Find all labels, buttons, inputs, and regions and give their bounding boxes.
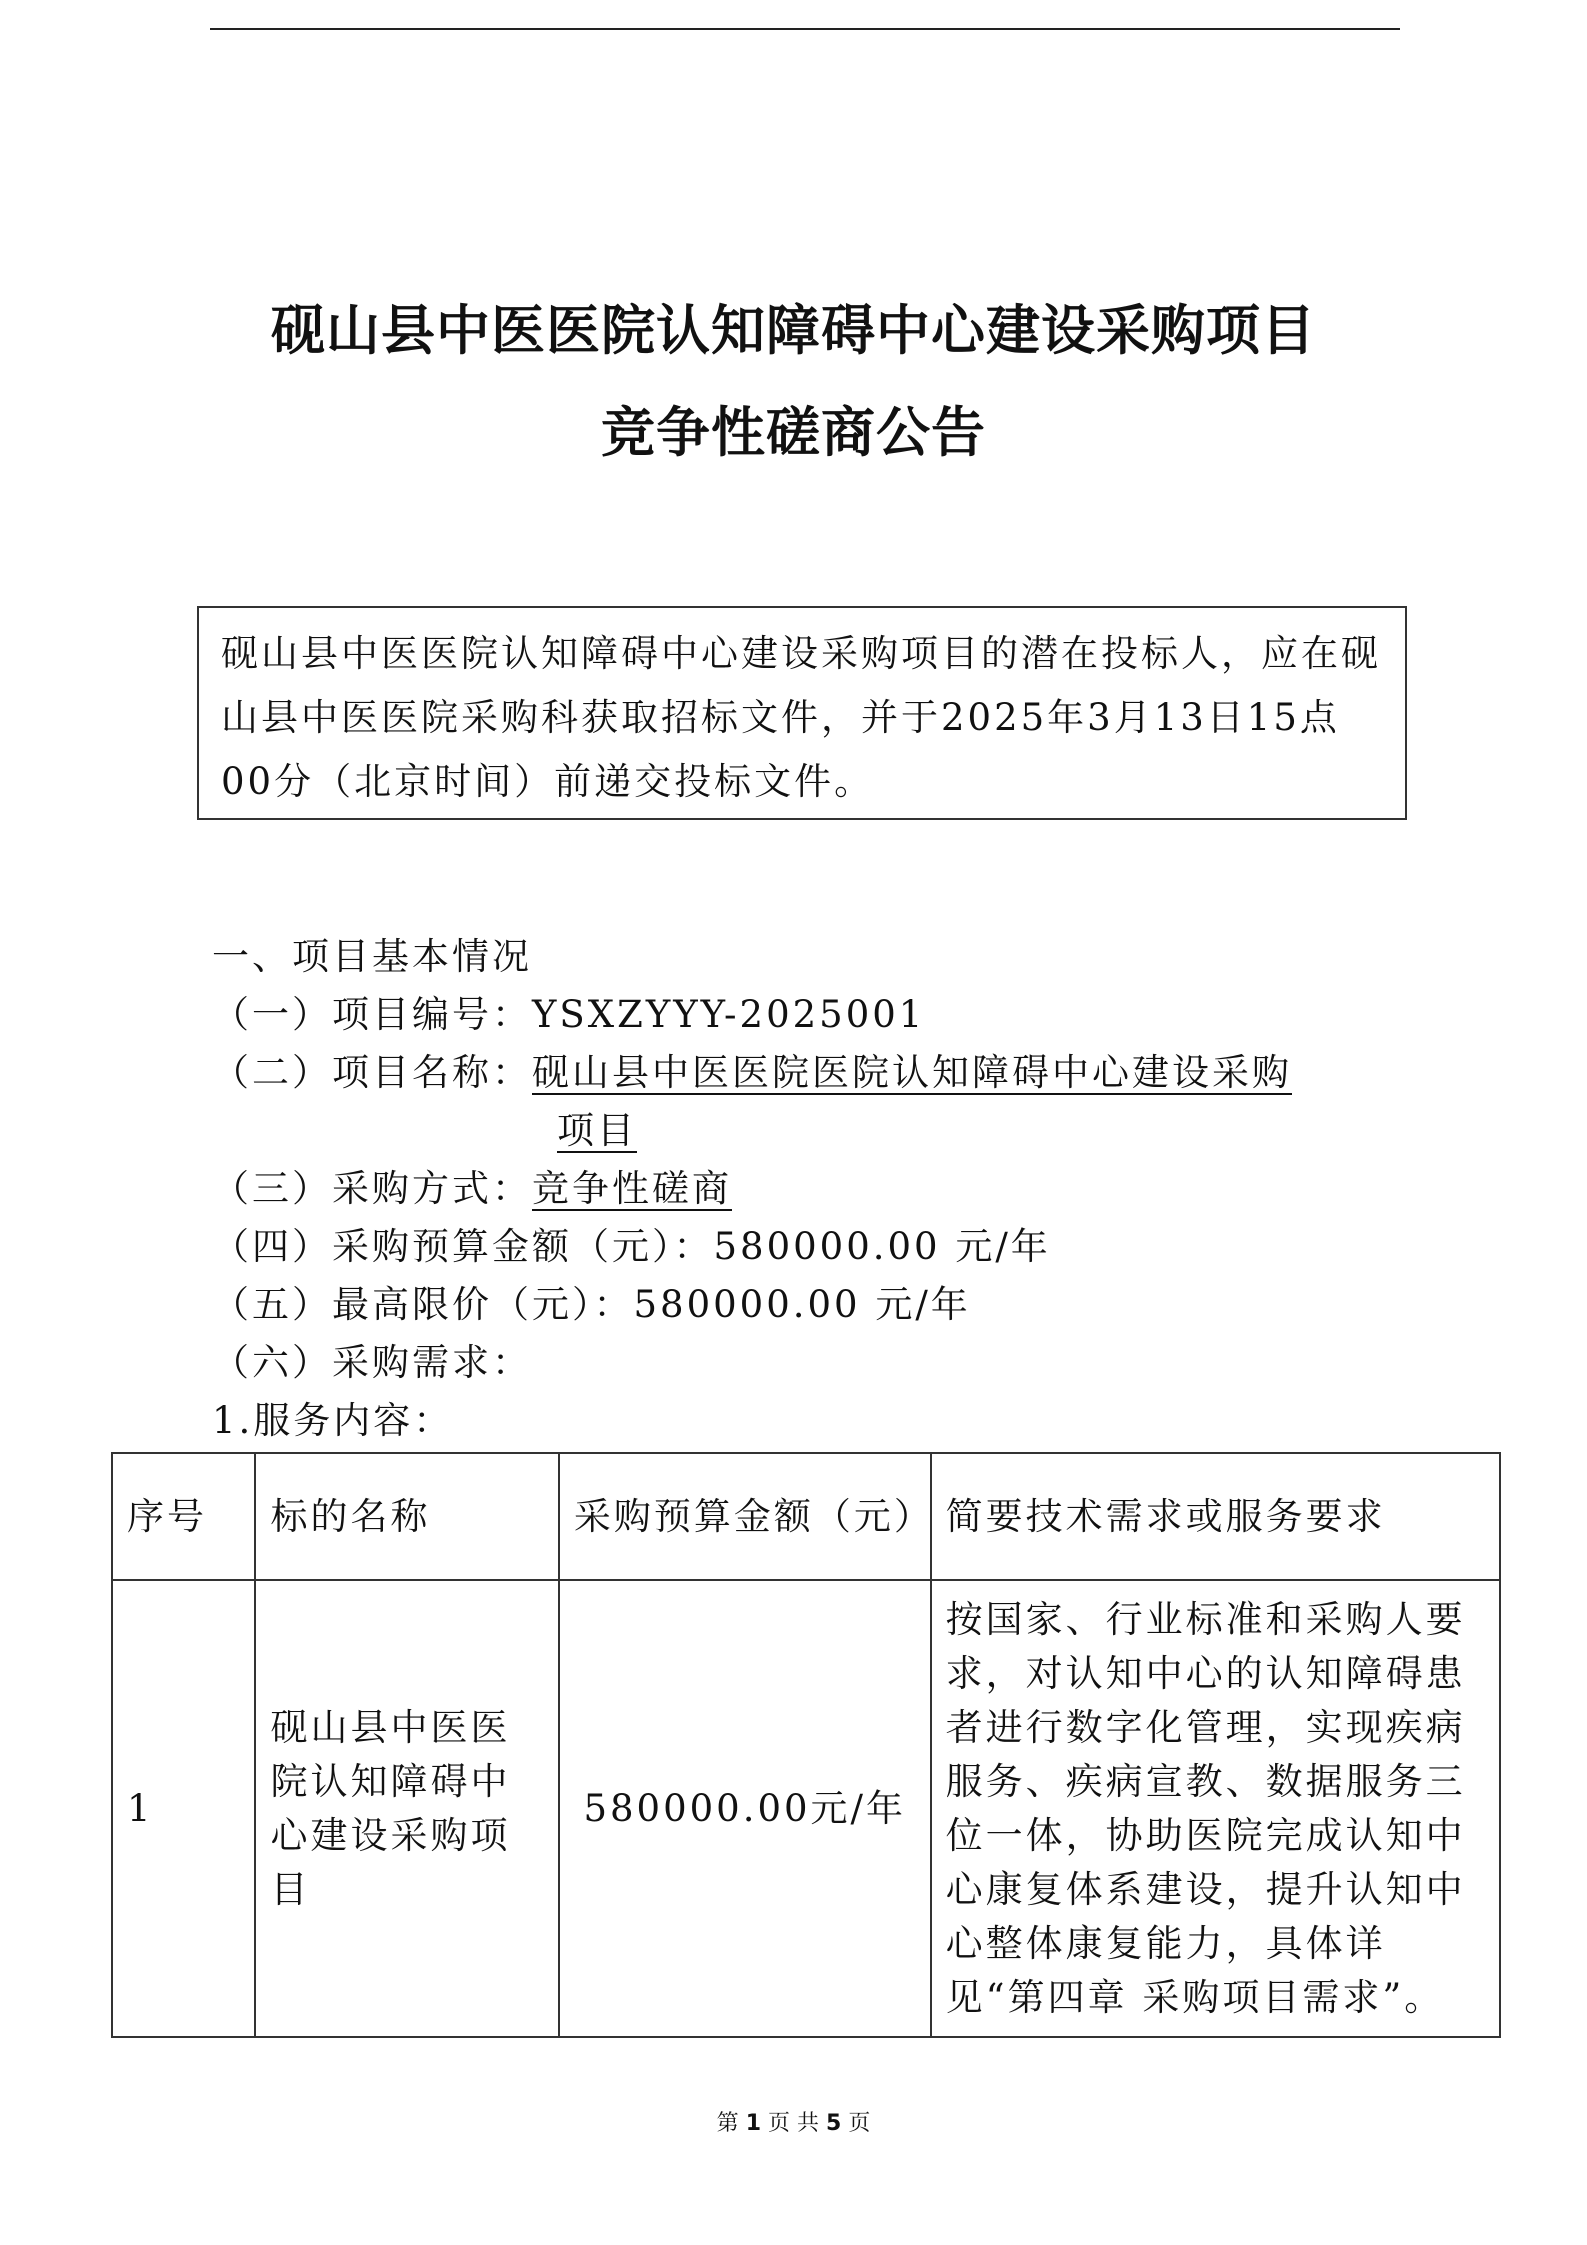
cell-requirement: 按国家、行业标准和采购人要求，对认知中心的认知障碍患者进行数字化管理，实现疾病服务、疾病宣教、数据服务三位一体，协助医院完成认知中心康复体系建设，提升认知中心整体康复能力，具体详见“第四章 采购项目需求”。 <box>931 1580 1500 2037</box>
max-price-value: 580000.00 元/年 <box>633 1283 971 1326</box>
cell-name: 砚山县中医医院认知障碍中心建设采购项目 <box>255 1580 558 2037</box>
document-title: 砚山县中医医院认知障碍中心建设采购项目 <box>271 299 1316 362</box>
header-name: 标的名称 <box>255 1453 558 1580</box>
section-heading: 一、项目基本情况 <box>212 935 532 978</box>
budget-row <box>212 1218 1412 1276</box>
footer-page-number: 1 <box>745 2111 761 2136</box>
cell-no: 1 <box>112 1580 255 2037</box>
footer-prefix: 第 <box>716 2111 739 2136</box>
budget-label: （四）采购预算金额（元）： <box>212 1225 714 1268</box>
table-header-row <box>112 1453 1500 1580</box>
requirements-row: （六）采购需求： <box>212 1341 532 1384</box>
document-subtitle: 竞争性磋商公告 <box>601 401 986 464</box>
header-budget: 采购预算金额（元） <box>559 1453 931 1580</box>
procurement-method-value: 竞争性磋商 <box>532 1167 732 1210</box>
notice-text: 砚山县中医医院认知障碍中心建设采购项目的潜在投标人，应在砚山县中医医院采购科获取招标文件，并于2025年3月13日15点00分（北京时间）前递交投标文件。 <box>221 632 1381 803</box>
footer-total-pages: 5 <box>826 2111 842 2136</box>
notice-box <box>197 606 1407 820</box>
project-number-label: （一）项目编号： <box>212 993 532 1036</box>
project-name-value: 砚山县中医医院医院认知障碍中心建设采购 <box>532 1051 1292 1094</box>
cell-budget: 580000.00元/年 <box>559 1580 931 2037</box>
project-name-row <box>212 1044 1412 1102</box>
project-number-value: YSXZYYY-2025001 <box>532 993 926 1036</box>
header-no: 序号 <box>112 1453 255 1580</box>
requirements-table <box>111 1452 1501 2038</box>
project-basic-info <box>212 928 1412 1450</box>
page-footer <box>0 2106 1587 2137</box>
header-rule <box>210 28 1400 30</box>
service-content-label: 1.服务内容： <box>212 1399 454 1442</box>
max-price-label: （五）最高限价（元）： <box>212 1283 634 1326</box>
footer-suffix: 页 <box>848 2111 871 2136</box>
project-number-row <box>212 986 1412 1044</box>
procurement-method-row <box>212 1160 1412 1218</box>
table-row <box>112 1580 1500 2037</box>
project-name-value-cont: 项目 <box>557 1109 637 1152</box>
max-price-row <box>212 1276 1412 1334</box>
procurement-method-label: （三）采购方式： <box>212 1167 532 1210</box>
footer-middle: 页 共 <box>768 2111 819 2136</box>
project-name-row-cont <box>212 1102 1412 1160</box>
header-requirement: 简要技术需求或服务要求 <box>931 1453 1500 1580</box>
budget-value: 580000.00 元/年 <box>713 1225 1051 1268</box>
project-name-label: （二）项目名称： <box>212 1051 532 1094</box>
